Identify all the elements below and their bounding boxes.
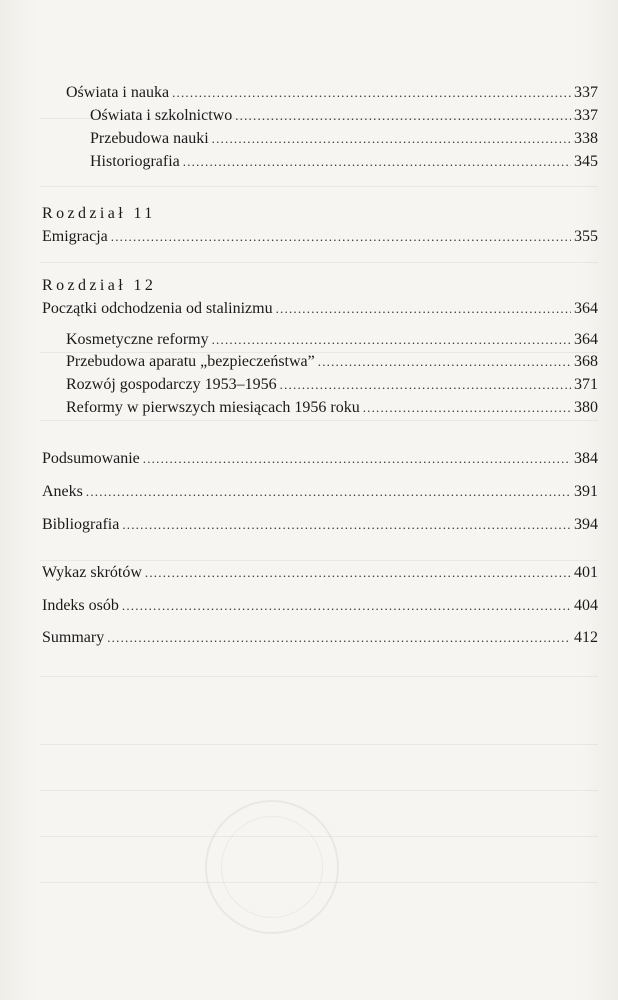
toc-entry-label: Historiografia xyxy=(90,153,180,170)
toc-entry-label: Oświata i szkolnictwo xyxy=(90,107,233,124)
chapter-11-heading: Rozdział 11 xyxy=(42,205,156,222)
dot-leader xyxy=(183,152,571,172)
dot-leader xyxy=(143,449,571,469)
dot-leader xyxy=(122,515,571,535)
toc-page-number: 355 xyxy=(574,228,598,245)
bleed-through-line xyxy=(40,744,598,745)
dot-leader xyxy=(318,352,571,372)
library-stamp-ghost xyxy=(205,800,339,934)
toc-page-number: 337 xyxy=(574,84,598,101)
toc-entry-przebudowa-aparatu[interactable] xyxy=(66,352,598,372)
toc-entry-label: Podsumowanie xyxy=(42,450,140,467)
toc-entry-label: Przebudowa nauki xyxy=(90,130,209,147)
toc-entry-label: Aneks xyxy=(42,483,83,500)
dot-leader xyxy=(280,375,571,395)
toc-entry-label: Reformy w pierwszych miesiącach 1956 roku xyxy=(66,399,360,416)
toc-entry-rozwoj-gospodarczy[interactable] xyxy=(66,375,598,395)
toc-page-number: 404 xyxy=(574,597,598,614)
dot-leader xyxy=(276,299,571,319)
toc-page-number: 371 xyxy=(574,376,598,393)
toc-page-number: 368 xyxy=(574,353,598,370)
bleed-through-line xyxy=(40,676,598,677)
toc-entry-summary[interactable] xyxy=(42,628,598,648)
toc-page-number: 394 xyxy=(574,516,598,533)
toc-entry-label: Summary xyxy=(42,629,105,646)
bleed-through-line xyxy=(40,560,598,561)
toc-entry-emigracja[interactable] xyxy=(42,227,598,247)
toc-entry-poczatki-odchodzenia[interactable] xyxy=(42,299,598,319)
dot-leader xyxy=(122,596,571,616)
toc-entry-label: Oświata i nauka xyxy=(66,84,170,101)
toc-page-number: 384 xyxy=(574,450,598,467)
dot-leader xyxy=(111,227,571,247)
dot-leader xyxy=(235,106,571,126)
toc-entry-oswiata-i-nauka[interactable] xyxy=(66,83,598,103)
toc-entry-podsumowanie[interactable] xyxy=(42,449,598,469)
toc-entry-label: Początki odchodzenia od stalinizmu xyxy=(42,300,273,317)
bleed-through-line xyxy=(40,790,598,791)
bleed-through-line xyxy=(40,186,598,187)
toc-page-number: 338 xyxy=(574,130,598,147)
toc-entry-label: Rozwój gospodarczy 1953–1956 xyxy=(66,376,277,393)
dot-leader xyxy=(212,330,571,350)
bleed-through-line xyxy=(40,262,598,263)
dot-leader xyxy=(172,83,571,103)
bleed-through-line xyxy=(40,420,598,421)
dot-leader xyxy=(145,563,571,583)
toc-page-number: 337 xyxy=(574,107,598,124)
toc-entry-indeks-osob[interactable] xyxy=(42,596,598,616)
dot-leader xyxy=(363,398,571,418)
toc-entry-historiografia[interactable] xyxy=(90,152,598,172)
toc-entry-wykaz-skrotow[interactable] xyxy=(42,563,598,583)
toc-entry-label: Przebudowa aparatu „bezpieczeństwa” xyxy=(66,353,315,370)
toc-entry-label: Indeks osób xyxy=(42,597,119,614)
chapter-12-heading: Rozdział 12 xyxy=(42,277,157,294)
toc-entry-label: Emigracja xyxy=(42,228,108,245)
toc-page-number: 364 xyxy=(574,331,598,348)
toc-page-number: 391 xyxy=(574,483,598,500)
toc-entry-aneks[interactable] xyxy=(42,482,598,502)
toc-entry-oswiata-i-szkolnictwo[interactable] xyxy=(90,106,598,126)
toc-entry-przebudowa-nauki[interactable] xyxy=(90,129,598,149)
toc-entry-label: Wykaz skrótów xyxy=(42,564,142,581)
dot-leader xyxy=(212,129,571,149)
dot-leader xyxy=(86,482,571,502)
toc-page-number: 412 xyxy=(574,629,598,646)
toc-entry-reformy-1956[interactable] xyxy=(66,398,598,418)
toc-entry-kosmetyczne-reformy[interactable] xyxy=(66,330,598,350)
dot-leader xyxy=(107,628,571,648)
toc-entry-label: Kosmetyczne reformy xyxy=(66,331,209,348)
toc-page-number: 345 xyxy=(574,153,598,170)
toc-page-number: 380 xyxy=(574,399,598,416)
toc-entry-label: Bibliografia xyxy=(42,516,120,533)
toc-page-number: 401 xyxy=(574,564,598,581)
toc-page-number: 364 xyxy=(574,300,598,317)
toc-entry-bibliografia[interactable] xyxy=(42,515,598,535)
